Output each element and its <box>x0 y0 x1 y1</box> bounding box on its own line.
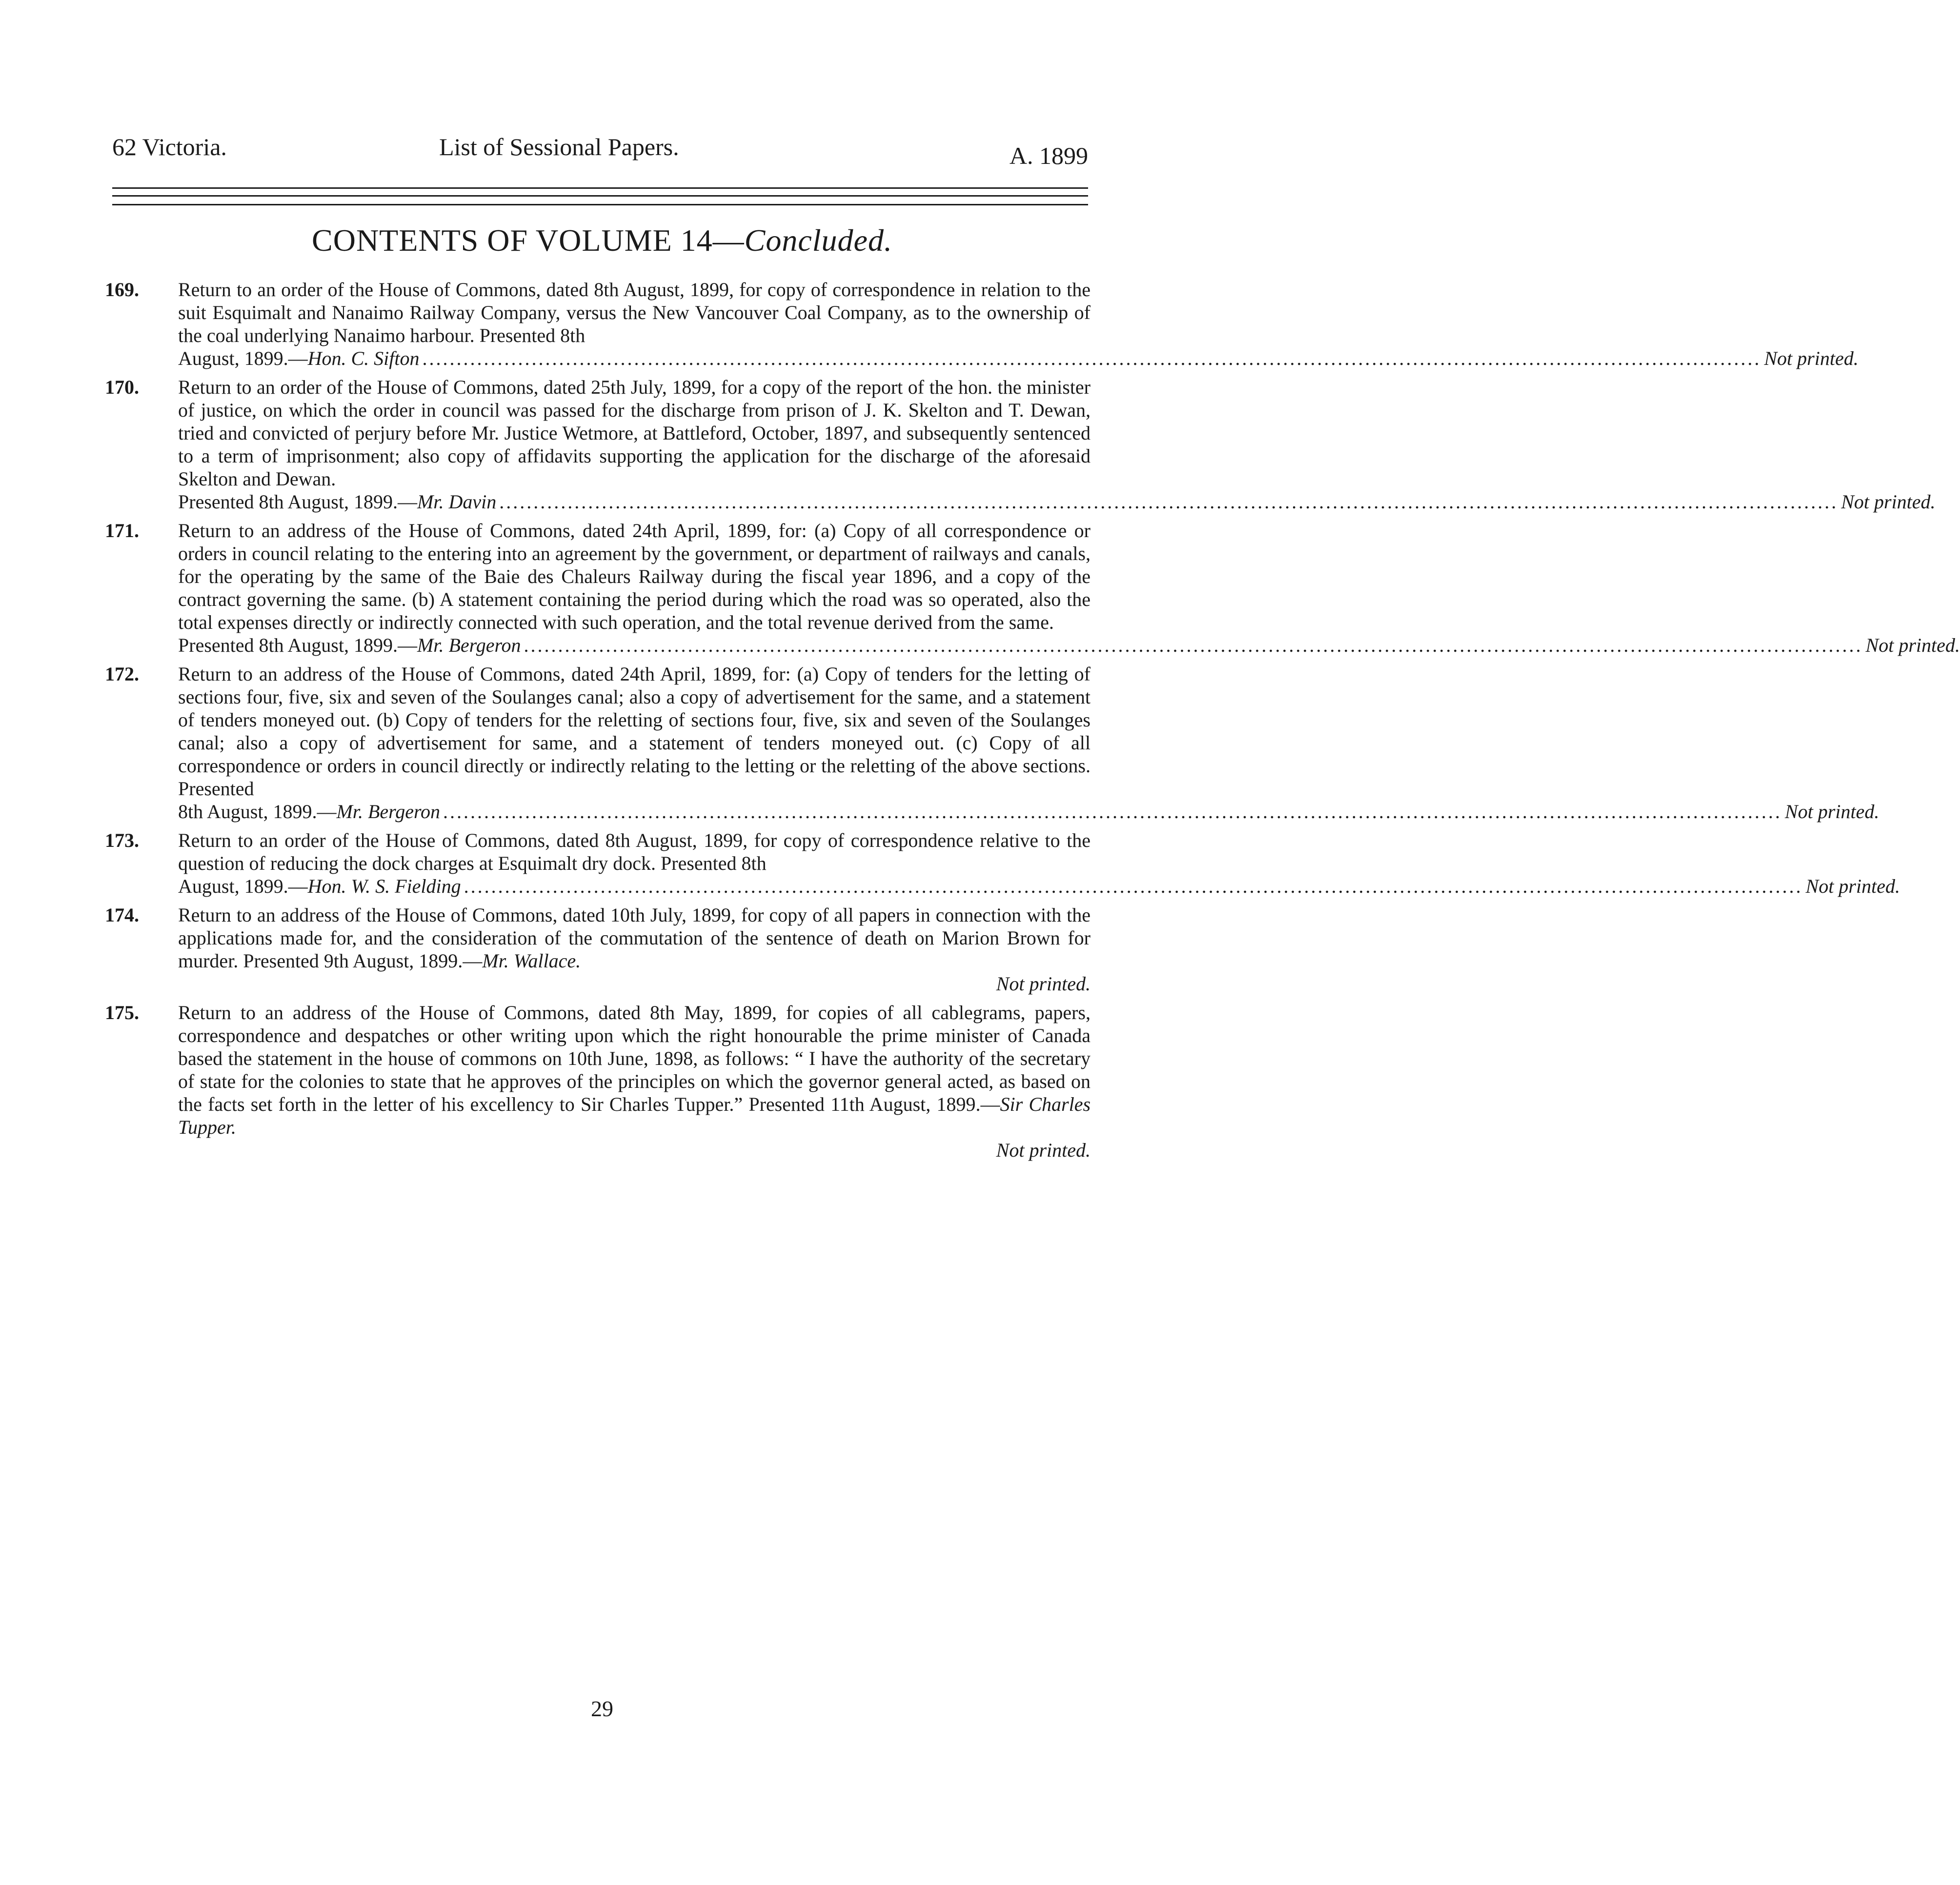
entry-mover: Hon. C. Sifton <box>307 347 420 369</box>
entry-text: Return to an address of the House of Commons, dated 24th April, 1899, for: (a) Copy of tenders for the letting of sections four, five, six and seven of the Soulanges canal; also a copy of advertisement for the same, and a statement of tenders moneyed out. (b) Copy of tenders for the reletting of sections four, five, six and seven of the Soulanges canal; also a copy of advertisement for same, and a statement of tenders moneyed out. (c) Copy of all correspondence or orders in council directly or indirectly relating to the letting or the reletting of the above sections. Presented <box>178 663 1091 800</box>
entry-number: 173. <box>105 829 139 851</box>
entry-text: Return to an address of the House of Commons, dated 24th April, 1899, for: (a) Copy of all correspondence or orders in council relating to the entering into an agreement by the government, or department of railways and canals, for the operating by the same of the Baie des Chaleurs Railway during the fiscal year 1896, and a copy of the contract governing the same. (b) A statement containing the period during which the road was so operated, also the total expenses directly or indirectly connected with such operation, and the total revenue derived from the same. <box>178 520 1091 633</box>
entry-status: Not printed. <box>1841 491 1936 513</box>
header-rule-3 <box>112 204 1088 205</box>
entry-body: Return to an address of the House of Commons, dated 8th May, 1899, for copies of all cablegrams, papers, correspondence and despatches or other writing upon which the right honourable the prime minister of Canada based the statement in the house of commons on 10th June, 1898, as follows: “ I have the authority of the secretary of state for the colonies to state that he approves of the principles on which the governor general acted, as based on the facts set forth in the letter of his excellency to Sir Charles Tupper.” Presented 11th August, 1899.— <box>178 1002 1091 1115</box>
entry-status: Not printed. <box>996 1139 1091 1161</box>
entry-status: Not printed. <box>1865 634 1960 656</box>
entry-173 <box>105 829 1900 898</box>
entry-number: 172. <box>105 663 139 685</box>
entry-status: Not printed. <box>1805 875 1900 897</box>
entry-number: 169. <box>105 279 139 301</box>
entry-mover: Mr. Davin <box>417 491 497 513</box>
entry-text <box>178 1001 1091 1139</box>
leader-dots: .................................................................................................................................................................................................... <box>499 491 1839 513</box>
header-rule-1 <box>112 187 1088 189</box>
entries-list <box>105 278 1960 1167</box>
header-session: 62 Victoria. <box>112 133 227 160</box>
entry-mover: Mr. Bergeron <box>417 634 521 656</box>
entry-text <box>178 903 1091 972</box>
entry-number: 175. <box>105 1002 139 1023</box>
entry-number: 170. <box>105 376 139 398</box>
volume-title-main: CONTENTS OF VOLUME 14— <box>312 223 745 258</box>
volume-title-italic: Concluded. <box>744 223 892 258</box>
entry-number: 174. <box>105 904 139 926</box>
entry-text: Return to an order of the House of Commons, dated 8th August, 1899, for copy of correspondence relative to the question of reducing the dock charges at Esquimalt dry dock. Presented 8th <box>178 829 1091 874</box>
entry-presented: 8th August, 1899.— <box>178 801 337 822</box>
entry-number: 171. <box>105 520 139 541</box>
entry-mover: Hon. W. S. Fielding <box>307 875 461 897</box>
header-rule-2 <box>112 195 1088 197</box>
leader-dots: .................................................................................................................................................................................................... <box>464 875 1803 897</box>
entry-body: Return to an address of the House of Commons, dated 10th July, 1899, for copy of all papers in connection with the applications made for, and the consideration of the commutation of the sentence of death on Marion Brown for murder. Presented 9th August, 1899.— <box>178 904 1091 972</box>
volume-title <box>0 222 1204 259</box>
entry-170 <box>105 376 1936 513</box>
page-number: 29 <box>591 1696 613 1721</box>
entry-172 <box>105 662 1879 823</box>
entry-mover: Sir Charles Tupper. <box>178 1093 1091 1138</box>
entry-status: Not printed. <box>996 973 1091 995</box>
entry-175 <box>105 1001 1091 1162</box>
entry-text: Return to an order of the House of Commons, dated 25th July, 1899, for a copy of the report of the hon. the minister of justice, on which the order in council was passed for the discharge from prison of J. K. Skelton and T. Dewan, tried and convicted of perjury before Mr. Justice Wetmore, at Battleford, October, 1897, and subsequently sentenced to a term of imprisonment; also copy of affidavits supporting the application for the discharge of the aforesaid Skelton and Dewan. <box>178 376 1091 490</box>
entry-171 <box>105 519 1960 657</box>
entry-169 <box>105 278 1859 370</box>
entry-presented: August, 1899.— <box>178 875 308 897</box>
header-title: List of Sessional Papers. <box>439 133 679 160</box>
entry-presented: August, 1899.— <box>178 347 308 369</box>
entry-174 <box>105 903 1091 995</box>
entry-mover: Mr. Wallace. <box>482 950 581 972</box>
leader-dots: .................................................................................................................................................................................................... <box>443 801 1782 822</box>
entry-presented: Presented 8th August, 1899.— <box>178 491 417 513</box>
header-year: A. 1899 <box>1009 142 1088 169</box>
leader-dots: .................................................................................................................................................................................................... <box>524 634 1863 656</box>
running-header <box>112 128 1088 172</box>
entry-mover: Mr. Bergeron <box>336 801 441 822</box>
entry-presented-line <box>178 634 1960 657</box>
entry-text: Return to an order of the House of Commons, dated 8th August, 1899, for copy of correspondence in relation to the suit Esquimalt and Nanaimo Railway Company, versus the New Vancouver Coal Company, as to the ownership of the coal underlying Nanaimo harbour. Presented 8th <box>178 279 1091 346</box>
entry-status: Not printed. <box>1785 801 1879 822</box>
entry-presented-line <box>178 347 1859 370</box>
entry-presented-line <box>178 490 1936 513</box>
entry-presented-line <box>178 875 1900 898</box>
entry-presented-line <box>178 800 1879 823</box>
leader-dots: .................................................................................................................................................................................................... <box>422 347 1761 369</box>
entry-presented: Presented 8th August, 1899.— <box>178 634 417 656</box>
entry-status: Not printed. <box>1764 347 1859 369</box>
